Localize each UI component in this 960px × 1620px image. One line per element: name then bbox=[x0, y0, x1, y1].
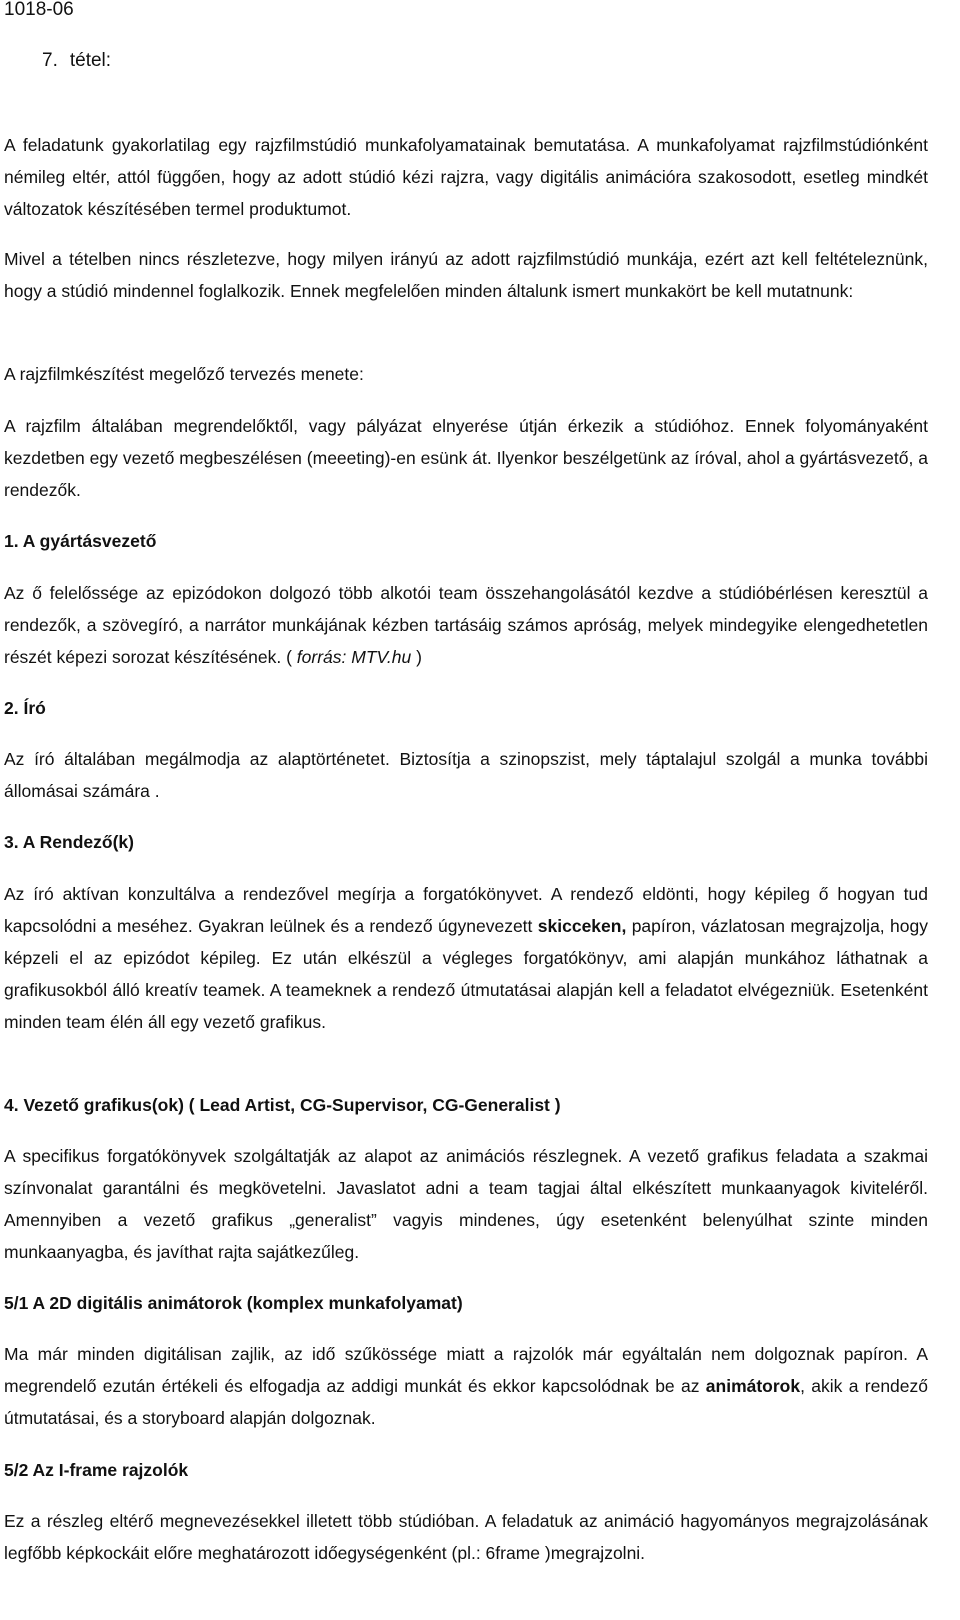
heading bbox=[42, 50, 111, 72]
section-text-lead-artist: A specifikus forgatókönyvek szolgáltatják az alapot az animációs részlegnek. A vezető grafikus feladata a szakmai színvonalat garantálni és megkövetelni. Javaslatot adni a team tagjai által elkészített munkaanyagok kiviteléről. Amennyiben a vezető grafikus „generalist” vagyis mindenes, úgy esetenként belenyúlhat szinte minden munkaanyagba, és javíthat rajta sajátkezűleg. bbox=[4, 1146, 928, 1262]
heading-title: tétel: bbox=[69, 50, 112, 71]
section-title-director: 3. A Rendező(k) bbox=[4, 832, 134, 852]
document-id: 1018-06 bbox=[4, 0, 74, 20]
animators-text-b: , akik a rendező útmutatásai, és a storyboard alapján dolgoznak. bbox=[4, 1376, 929, 1428]
source-reference: forrás: MTV.hu bbox=[296, 647, 412, 667]
section-text-writer: Az író általában megálmodja az alaptörténetet. Biztosítja a szinopszist, mely táptalajul szolgál a munka további állomásai számára . bbox=[4, 749, 928, 801]
section-title-2d-animators: 5/1 A 2D digitális animátorok (komplex munkafolyamat) bbox=[4, 1293, 463, 1313]
section-text-director bbox=[4, 878, 928, 1038]
order-paragraph: A rajzfilm általában megrendelőktől, vagy pályázat elnyerése útján érkezik a stúdióhoz. Ennek folyományaként kezdetben egy vezető megbeszélésen (meeeting)-en esünk át. Ilyenkor beszélgetünk az íróval, ahol a gyártásvezető, a rendezők. bbox=[4, 416, 928, 500]
section-text-production-manager bbox=[4, 577, 928, 673]
intro-paragraph: A feladatunk gyakorlatilag egy rajzfilmstúdió munkafolyamatainak bemutatása. A munkafolyamat rajzfilmstúdiónként némileg eltér, attól függően, hogy az adott stúdió kézi rajzra, vagy digitális animációra szakosodott, esetleg mindkét változatok készítésében termel produktumot. bbox=[4, 135, 928, 219]
planning-paragraph: A rajzfilmkészítést megelőző tervezés menete: bbox=[4, 364, 364, 384]
section-title-writer: 2. Író bbox=[4, 698, 46, 718]
section-title-iframe-artists: 5/2 Az I-frame rajzolók bbox=[4, 1460, 189, 1480]
animators-text-a: Ma már minden digitálisan zajlik, az idő szűkössége miatt a rajzolók már egyáltalán nem dolgoznak papíron. A megrendelő ezután értékeli és elfogadja az addigi munkát és ekkor kapcsolódnak be az bbox=[4, 1344, 928, 1396]
section-text-2d-animators bbox=[4, 1338, 928, 1434]
animators-bold-term: animátorok bbox=[705, 1376, 801, 1396]
director-bold-term: skicceken, bbox=[537, 916, 627, 936]
director-text-b: papíron, vázlatosan megrajzolja, hogy képzeli el az epizódot képileg. Ez után elkészül a végleges forgatókönyv, ami alapján munkához láthatnak a grafikusokból álló kreatív teamek. A teameknek a rendező útmutatásai alapján kell a feladatot elvégezniük. Esetenként minden team élén áll egy vezető grafikus. bbox=[4, 916, 928, 1032]
director-text-a: Az író aktívan konzultálva a rendezővel megírja a forgatókönyvet. A rendező eldönti, hogy képileg ő hogyan tud kapcsolódni a meséhez. Gyakran leülnek és a rendező úgynevezett bbox=[4, 884, 928, 936]
production-manager-text: Az ő felelőssége az epizódokon dolgozó több alkotói team összehangolásától kezdve a stúdióbérlésen keresztül a rendezők, a szövegíró, a narrátor munkájának kézben tartásáig számos apróság, melyek mindegyike elengedhetetlen részét képezi sorozat készítésének. ( bbox=[4, 583, 928, 667]
source-close: ) bbox=[411, 647, 422, 667]
scope-paragraph: Mivel a tételben nincs részletezve, hogy milyen irányú az adott rajzfilmstúdió munkája, ezért azt kell feltételeznünk, hogy a stúdió mindennel foglalkozik. Ennek megfelelően minden általunk ismert munkakört be kell mutatnunk: bbox=[4, 249, 928, 301]
section-title-lead-artist: 4. Vezető grafikus(ok) ( Lead Artist, CG-Supervisor, CG-Generalist ) bbox=[4, 1095, 561, 1115]
section-text-iframe-artists: Ez a részleg eltérő megnevezésekkel illetett több stúdióban. A feladatuk az animáció hagyományos megrajzolásának legfőbb képkockáit előre meghatározott időegységenként (pl.: 6frame )megrajzolni. bbox=[4, 1511, 928, 1563]
section-title-production-manager: 1. A gyártásvezető bbox=[4, 531, 157, 551]
heading-number: 7. bbox=[42, 50, 58, 71]
